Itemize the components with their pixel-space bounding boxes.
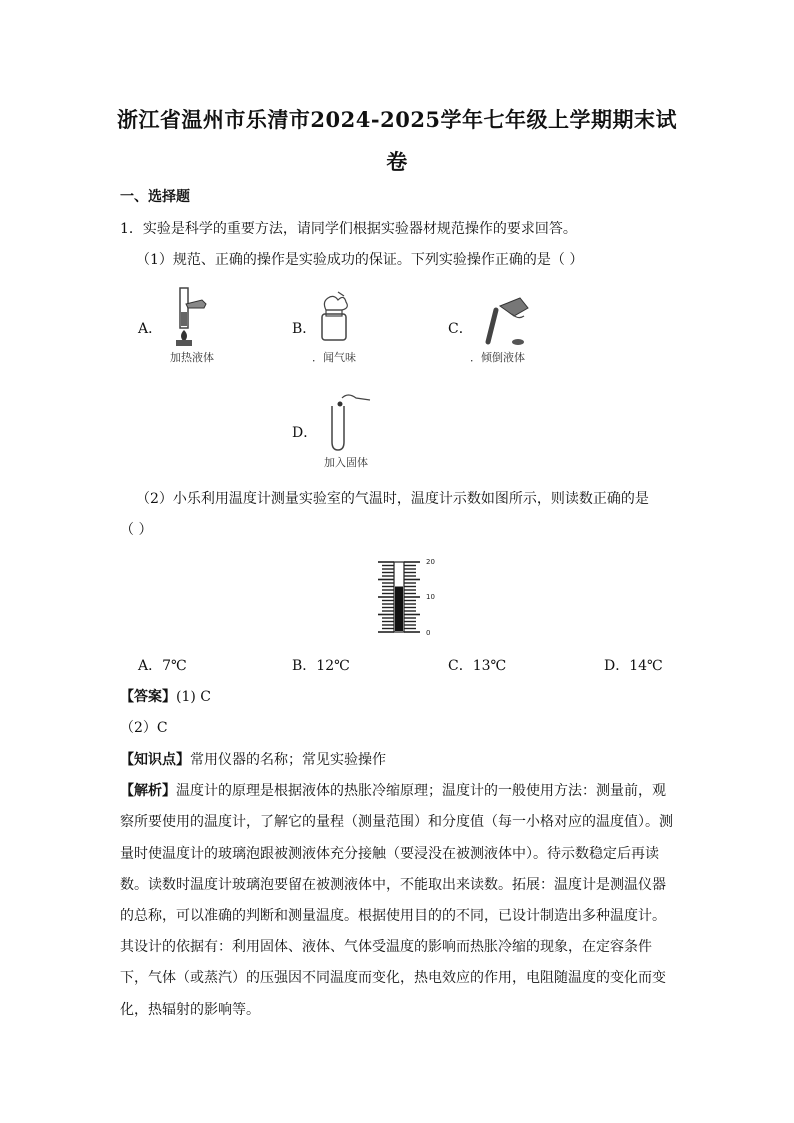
knowledge-line (120, 749, 386, 769)
analysis-line6: 其设计的依据有：利用固体、液体、气体受温度的影响而热胀冷缩的现象，在定容条件 (120, 939, 652, 955)
pouring-liquid-diagram (474, 294, 534, 350)
option2-d: D．14℃ (604, 658, 663, 674)
analysis-line1 (120, 780, 666, 800)
option-a-label: A． (138, 321, 163, 337)
thermometer-label-20: 20 (426, 558, 435, 566)
analysis-line7: 下，气体（或蒸汽）的压强因不同温度而变化，热电效应的作用，电阻随温度的变化而变 (120, 970, 666, 986)
option2-b: B．12℃ (292, 658, 350, 674)
heating-liquid-diagram (166, 286, 216, 348)
question-part2: （2）小乐利用温度计测量实验室的气温时，温度计示数如图所示，则读数正确的是 (136, 491, 649, 507)
option-b-label: B． (292, 321, 317, 337)
page-title: 浙江省温州市乐清市2024-2025学年七年级上学期期末试 (116, 107, 678, 132)
analysis-line3: 量时使温度计的玻璃泡跟被测液体充分接触（要浸没在被测液体中）。待示数稳定后再读 (120, 846, 659, 862)
option-d-label: D． (292, 425, 318, 441)
question-stem: 1．实验是科学的重要方法，请同学们根据实验器材规范操作的要求回答。 (120, 221, 577, 237)
option2-c: C．13℃ (448, 658, 507, 674)
answer-label: 【答案】 (120, 689, 176, 705)
knowledge-label: 【知识点】 (120, 752, 190, 768)
analysis-label: 【解析】 (120, 783, 176, 799)
analysis-line4: 数。读数时温度计玻璃泡要留在被测液体中，不能取出来读数。拓展：温度计是测温仪器 (120, 877, 666, 893)
question-part2-blank: （ ） (120, 522, 153, 538)
smelling-gas-diagram (314, 290, 358, 348)
thermometer-liquid-column (395, 587, 403, 632)
answer-part1: (1) C (176, 689, 211, 705)
thermometer-label-10: 10 (426, 593, 435, 601)
thermometer-diagram (370, 556, 440, 638)
option-d-caption: 加入固体 (324, 456, 368, 469)
answer-line1 (120, 686, 211, 706)
option-c-caption: ．倾倒液体 (470, 351, 525, 364)
analysis-text-1: 温度计的原理是根据液体的热胀冷缩原理；温度计的一般使用方法：测量前，观 (176, 783, 666, 799)
analysis-line2: 察所要使用的温度计，了解它的量程（测量范围）和分度值（每一小格对应的温度值）。测 (120, 814, 673, 830)
question-part1: （1）规范、正确的操作是实验成功的保证。下列实验操作正确的是（ ） (136, 252, 584, 268)
knowledge-text: 常用仪器的名称；常见实验操作 (190, 752, 386, 768)
option-b-caption: ．闻气味 (312, 351, 356, 364)
option2-a: A．7℃ (138, 658, 187, 674)
section-heading: 一、选择题 (120, 189, 190, 205)
adding-solid-diagram (318, 392, 374, 452)
thermometer-label-0: 0 (426, 629, 431, 637)
option-c-label: C． (448, 321, 473, 337)
analysis-line5: 的总称，可以准确的判断和测量温度。根据使用目的的不同，已设计制造出多种温度计。 (120, 908, 666, 924)
option-a-caption: 加热液体 (170, 351, 214, 364)
analysis-line8: 化，热辐射的影响等。 (120, 1002, 260, 1018)
answer-part2: （2）C (120, 720, 168, 736)
page-title-continued: 卷 (386, 149, 408, 174)
